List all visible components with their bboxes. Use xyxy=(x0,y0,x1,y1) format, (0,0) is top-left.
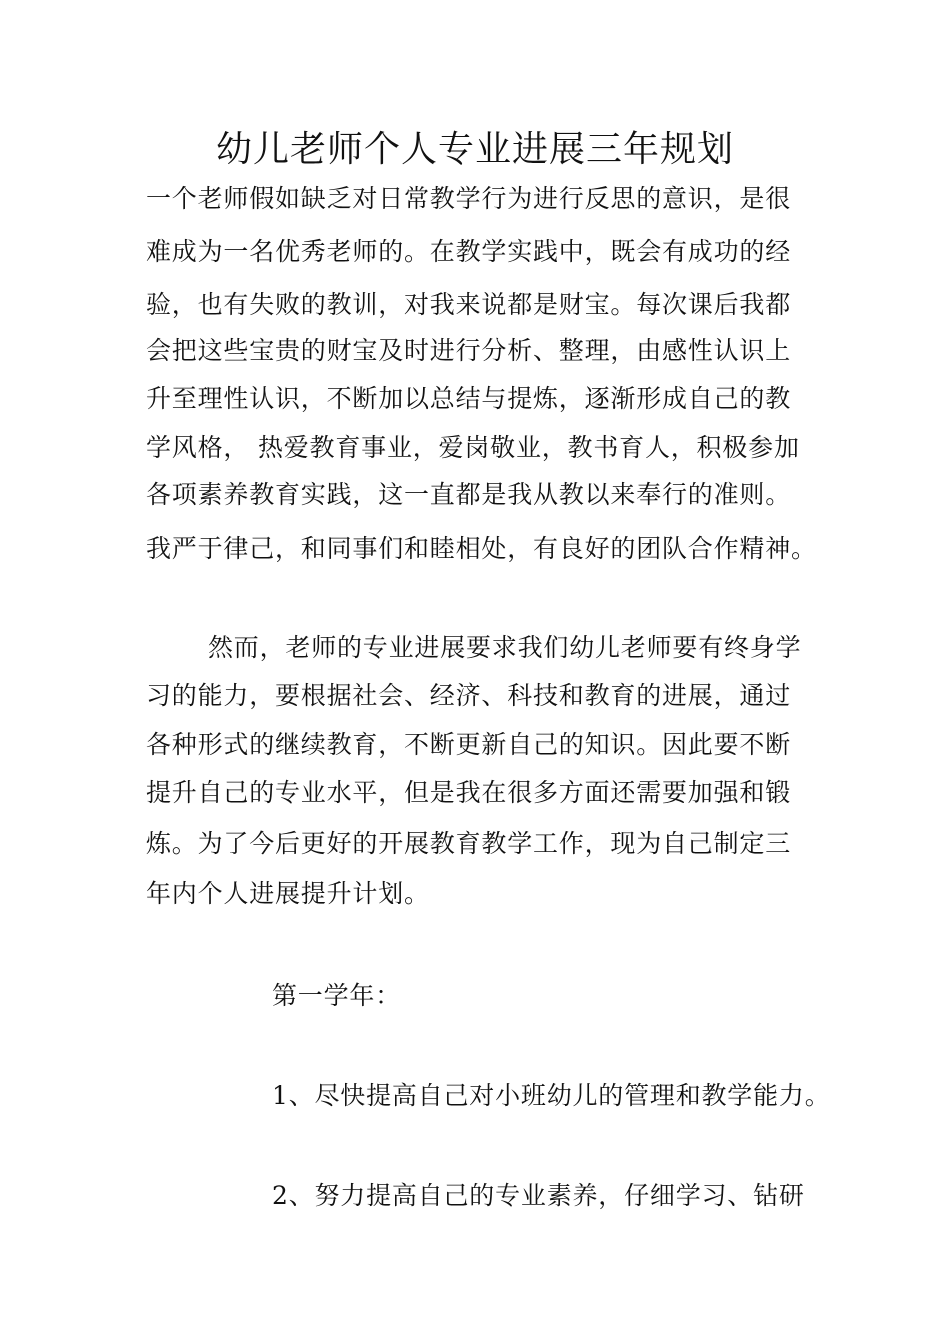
paragraph-1-line-2: 难成为一名优秀老师的。在教学实践中，既会有成功的经 xyxy=(146,237,792,266)
paragraph-2-line-1: 然而，老师的专业进展要求我们幼儿老师要有终身学 xyxy=(208,633,802,662)
paragraph-1-line-5: 升至理性认识，不断加以总结与提炼，逐渐形成自己的教 xyxy=(146,384,792,413)
paragraph-2-line-2: 习的能力，要根据社会、经济、科技和教育的进展，通过 xyxy=(146,681,792,710)
paragraph-1-line-6: 学风格， 热爱教育事业，爱岗敬业，教书育人，积极参加 xyxy=(146,433,800,462)
paragraph-1-line-1: 一个老师假如缺乏对日常教学行为进行反思的意识，是很 xyxy=(146,184,792,213)
paragraph-2-line-5: 炼。为了今后更好的开展教育教学工作，现为自己制定三 xyxy=(146,829,792,858)
list-item-1: 1、尽快提高自己对小班幼儿的管理和教学能力。 xyxy=(272,1081,831,1110)
paragraph-1-line-8: 我严于律己，和同事们和睦相处，有良好的团队合作精神。 xyxy=(146,534,817,563)
paragraph-2-line-4: 提升自己的专业水平，但是我在很多方面还需要加强和锻 xyxy=(146,778,792,807)
paragraph-1-line-3: 验，也有失败的教训，对我来说都是财宝。每次课后我都 xyxy=(146,290,792,319)
section-heading-first-year: 第一学年： xyxy=(272,981,402,1010)
list-item-2: 2、努力提高自己的专业素养，仔细学习、钻研 xyxy=(272,1181,805,1210)
paragraph-2-line-3: 各种形式的继续教育，不断更新自己的知识。因此要不断 xyxy=(146,730,792,759)
paragraph-1-line-4: 会把这些宝贵的财宝及时进行分析、整理，由感性认识上 xyxy=(146,336,792,365)
paragraph-1-line-7: 各项素养教育实践，这一直都是我从教以来奉行的准则。 xyxy=(146,480,792,509)
document-title: 幼儿老师个人专业进展三年规划 xyxy=(215,129,734,170)
paragraph-2-line-6: 年内个人进展提升计划。 xyxy=(146,879,430,908)
